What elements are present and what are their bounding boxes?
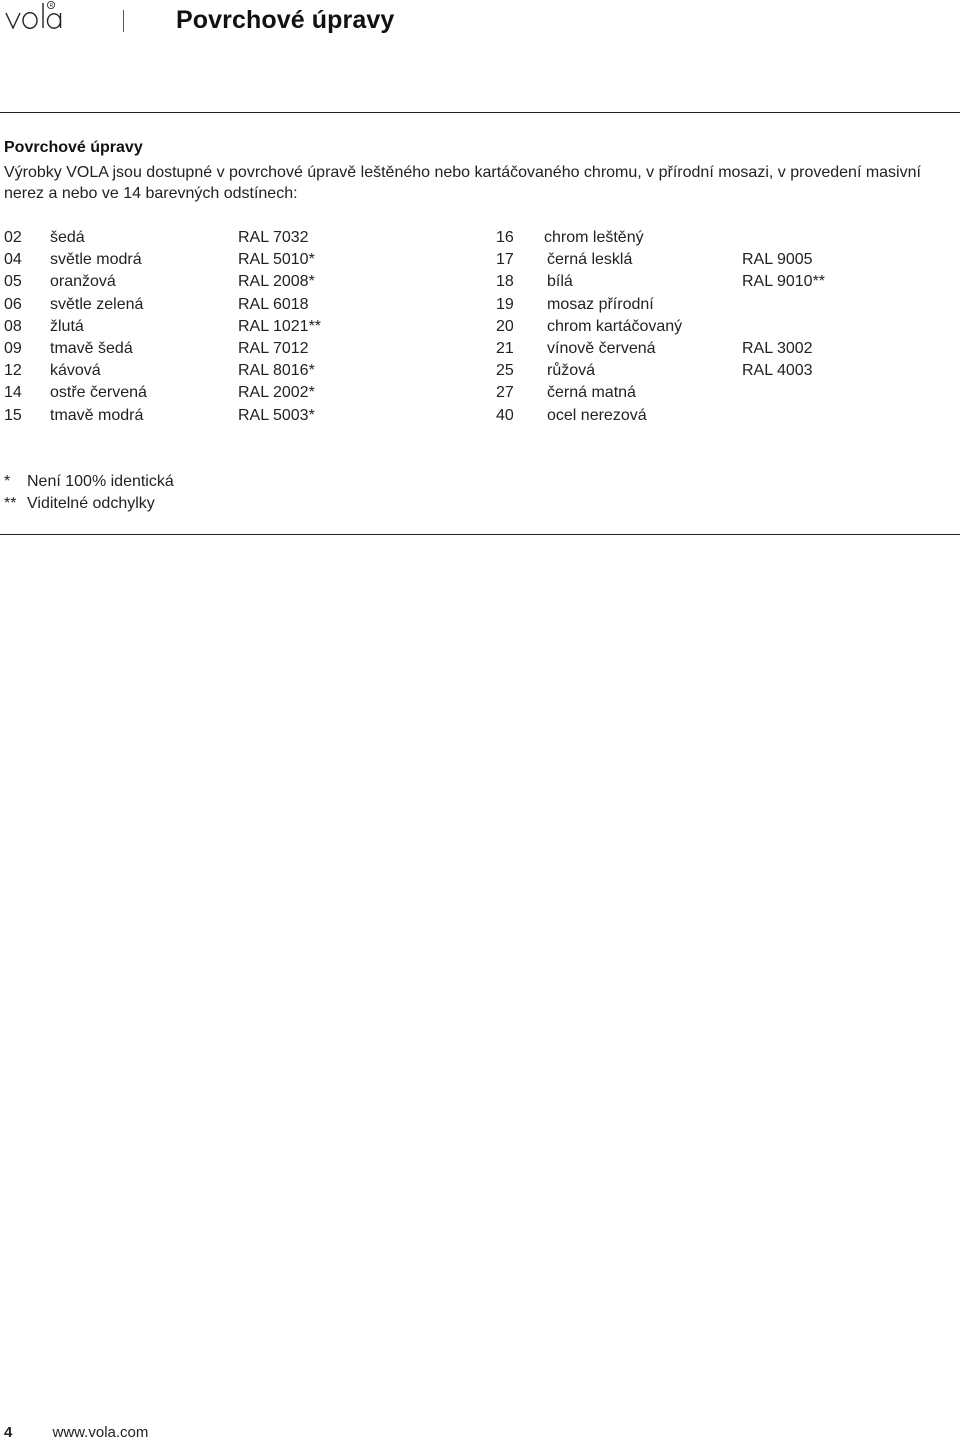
finish-code: 05 <box>4 273 22 291</box>
finish-ral: RAL 9010** <box>742 273 826 291</box>
finish-name: žlutá <box>50 317 84 335</box>
finish-name: šedá <box>50 229 85 246</box>
finish-code: 06 <box>4 295 22 313</box>
page-number: 4 <box>4 1424 13 1441</box>
finish-code: 02 <box>4 229 22 246</box>
finish-code: 27 <box>496 384 514 402</box>
finish-ral: RAL 6018 <box>238 295 309 313</box>
vola-logo-mark <box>4 0 76 36</box>
finish-name: vínově červená <box>547 339 656 357</box>
finish-name: světle zelená <box>50 295 144 313</box>
finish-name: kávová <box>50 362 101 380</box>
svg-text:R: R <box>49 2 54 9</box>
finish-name: bílá <box>547 273 573 291</box>
website-link[interactable]: www.vola.com <box>52 1424 149 1441</box>
finish-code: 17 <box>496 251 514 269</box>
finish-ral: RAL 5010* <box>238 251 315 269</box>
finish-name: černá lesklá <box>547 251 633 269</box>
finish-code: 14 <box>4 384 22 402</box>
finish-ral: RAL 7012 <box>238 339 309 357</box>
section-heading: Povrchové úpravy <box>4 139 143 156</box>
finish-ral: RAL 4003 <box>742 362 813 380</box>
finish-ral: RAL 9005 <box>742 251 813 269</box>
finish-code: 20 <box>496 317 514 335</box>
finish-code: 08 <box>4 317 22 335</box>
finish-name: ocel nerezová <box>547 406 647 424</box>
finish-code: 40 <box>496 406 514 424</box>
finish-name: chrom leštěný <box>544 229 644 246</box>
header-divider <box>123 10 124 32</box>
finish-ral: RAL 7032 <box>238 229 309 246</box>
footnote-mark: ** <box>4 495 17 512</box>
finish-name: růžová <box>547 362 596 380</box>
finish-code: 04 <box>4 251 22 269</box>
finish-ral: RAL 1021** <box>238 317 322 335</box>
finish-name: černá matná <box>547 384 636 402</box>
finish-name: světle modrá <box>50 251 142 269</box>
finish-code: 19 <box>496 295 514 313</box>
finish-code: 09 <box>4 339 22 357</box>
finish-ral: RAL 5003* <box>238 406 315 424</box>
finish-name: chrom kartáčovaný <box>547 317 683 335</box>
finish-name: ostře červená <box>50 384 147 402</box>
footnote-text: Není 100% identická <box>27 473 174 490</box>
finish-name: oranžová <box>50 273 116 291</box>
bottom-rule <box>0 534 960 535</box>
finish-name: mosaz přírodní <box>547 295 654 313</box>
finish-code: 25 <box>496 362 514 380</box>
finish-code: 15 <box>4 406 22 424</box>
page-title: Povrchové úpravy <box>176 6 395 34</box>
finish-code: 12 <box>4 362 22 380</box>
footnote-mark: * <box>4 473 11 490</box>
finish-code: 18 <box>496 273 514 291</box>
finish-code: 21 <box>496 339 514 357</box>
page-footer <box>4 1424 148 1441</box>
finish-ral: RAL 8016* <box>238 362 315 380</box>
footnote-text: Viditelné odchylky <box>27 495 155 512</box>
top-rule <box>0 112 960 113</box>
finish-name: tmavě šedá <box>50 339 133 357</box>
intro-paragraph: Výrobky VOLA jsou dostupné v povrchové úpravě leštěného nebo kartáčovaného chromu, v přírodní mosazi, v provedení masivní nerez a nebo ve 14 barevných odstínech: <box>4 164 921 202</box>
finish-name: tmavě modrá <box>50 406 144 424</box>
finish-ral: RAL 2008* <box>238 273 315 291</box>
vola-logo <box>4 0 76 36</box>
finish-ral: RAL 3002 <box>742 339 813 357</box>
finish-ral: RAL 2002* <box>238 384 315 402</box>
finish-code: 16 <box>496 229 514 246</box>
